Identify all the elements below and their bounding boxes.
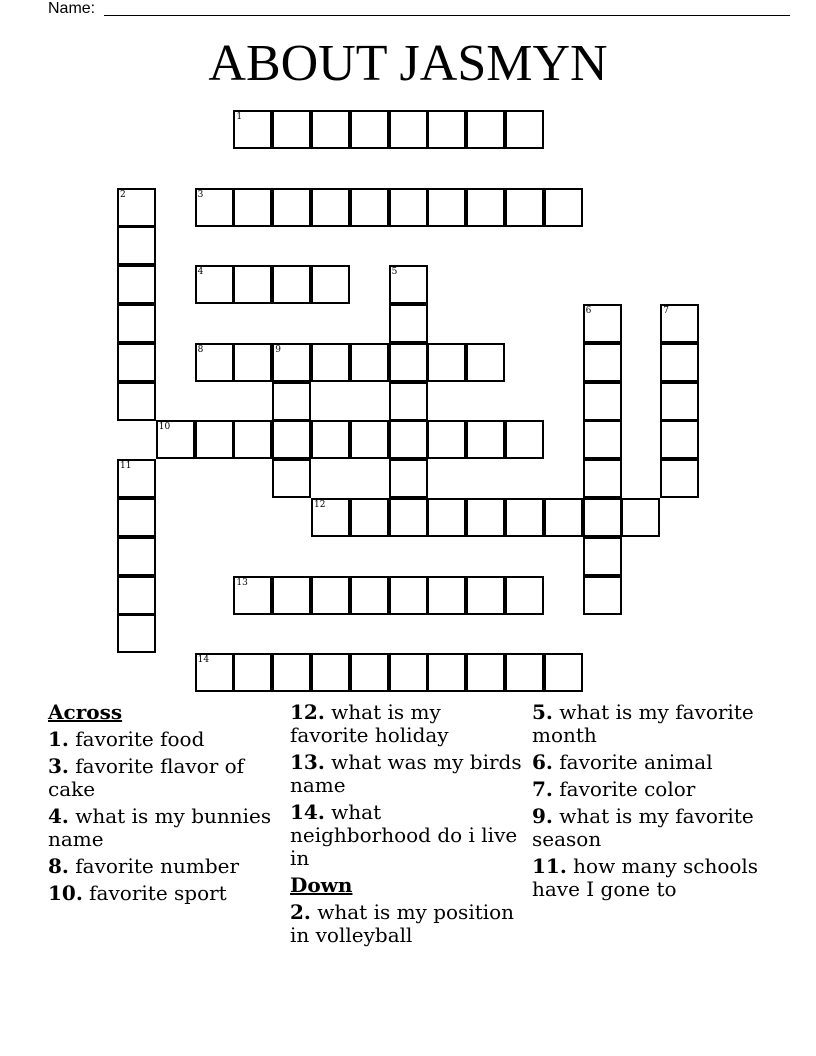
crossword-cell[interactable] <box>389 110 428 149</box>
crossword-cell[interactable] <box>117 576 156 615</box>
crossword-cell[interactable] <box>466 420 505 459</box>
across-clue-13: 13. what was my birds name <box>290 750 522 797</box>
crossword-cell[interactable] <box>583 382 622 421</box>
crossword-cell[interactable] <box>427 188 466 227</box>
clue-number: 11 <box>120 461 132 472</box>
crossword-cell[interactable] <box>389 653 428 692</box>
clue-number: 4 <box>197 267 204 278</box>
crossword-cell[interactable] <box>583 343 622 382</box>
crossword-cell[interactable] <box>311 110 350 149</box>
clue-number: 8 <box>197 344 204 355</box>
crossword-cell[interactable] <box>350 343 389 382</box>
crossword-cell[interactable] <box>389 382 428 421</box>
crossword-cell[interactable] <box>466 498 505 537</box>
crossword-cell[interactable] <box>311 498 350 537</box>
crossword-cell[interactable] <box>233 420 272 459</box>
crossword-cell[interactable] <box>621 498 660 537</box>
crossword-cell[interactable] <box>505 420 544 459</box>
clue-number: 2 <box>120 189 126 200</box>
crossword-cell[interactable] <box>195 188 234 227</box>
crossword-cell[interactable] <box>505 498 544 537</box>
crossword-cell[interactable] <box>233 576 272 615</box>
crossword-cell[interactable] <box>389 498 428 537</box>
crossword-cell[interactable] <box>427 420 466 459</box>
crossword-cell[interactable] <box>389 265 428 304</box>
crossword-cell[interactable] <box>660 459 699 498</box>
crossword-cell[interactable] <box>583 498 622 537</box>
across-clue-1: 1. favorite food <box>48 727 205 751</box>
crossword-cell[interactable] <box>660 343 699 382</box>
crossword-cell[interactable] <box>583 576 622 615</box>
across-clue-14: 14. what neighborhood do i live in <box>290 800 518 870</box>
crossword-cell[interactable] <box>505 576 544 615</box>
crossword-cell[interactable] <box>117 304 156 343</box>
page-title: ABOUT JASMYN <box>208 35 608 92</box>
crossword-cell[interactable] <box>117 382 156 421</box>
crossword-cell[interactable] <box>195 343 234 382</box>
across-clue-3: 3. favorite flavor of cake <box>48 754 245 801</box>
clue-number: 5 <box>391 267 398 278</box>
crossword-cell[interactable] <box>272 576 311 615</box>
clues-column-1 <box>48 701 278 909</box>
crossword-cell[interactable] <box>350 188 389 227</box>
down-clue-2: 2. what is my position in volleyball <box>290 900 515 947</box>
clue-number: 6 <box>585 306 592 316</box>
crossword-cell[interactable] <box>583 537 622 576</box>
crossword-cell[interactable] <box>466 343 505 382</box>
crossword-cell[interactable] <box>311 576 350 615</box>
name-underline <box>104 15 790 16</box>
crossword-cell[interactable] <box>583 304 622 343</box>
clue-number: 13 <box>236 577 248 588</box>
crossword-cell[interactable] <box>466 653 505 692</box>
clues-column-3 <box>532 701 764 905</box>
down-heading: Down <box>290 873 353 897</box>
clue-number: 10 <box>158 422 171 433</box>
crossword-cell[interactable] <box>660 382 699 421</box>
crossword-cell[interactable] <box>272 265 311 304</box>
across-clue-12: 12. what is my favorite holiday <box>290 700 449 747</box>
clue-number: 14 <box>197 655 210 666</box>
across-clue-4: 4. what is my bunnies name <box>48 804 272 851</box>
crossword-cell[interactable] <box>583 420 622 459</box>
crossword-cell[interactable] <box>117 459 156 498</box>
crossword-cell[interactable] <box>350 576 389 615</box>
crossword-cell[interactable] <box>233 653 272 692</box>
across-heading: Across <box>48 700 123 724</box>
crossword-cell[interactable] <box>311 265 350 304</box>
crossword-cell[interactable] <box>350 498 389 537</box>
crossword-cell[interactable] <box>233 343 272 382</box>
clue-number: 12 <box>314 500 326 510</box>
clue-number: 7 <box>663 306 669 316</box>
crossword-cell[interactable] <box>311 343 350 382</box>
crossword-cell[interactable] <box>311 420 350 459</box>
crossword-cell[interactable] <box>272 420 311 459</box>
crossword-cell[interactable] <box>272 459 311 498</box>
down-clue-7: 7. favorite color <box>532 777 696 801</box>
name-label: Name: <box>48 0 96 17</box>
crossword-cell[interactable] <box>389 576 428 615</box>
crossword-cell[interactable] <box>233 188 272 227</box>
crossword-cell[interactable] <box>389 304 428 343</box>
crossword-cell[interactable] <box>389 343 428 382</box>
crossword-cell[interactable] <box>544 653 583 692</box>
crossword-cell[interactable] <box>117 343 156 382</box>
crossword-cell[interactable] <box>156 420 195 459</box>
crossword-cell[interactable] <box>389 188 428 227</box>
across-clue-8: 8. favorite number <box>48 854 240 878</box>
down-clue-11: 11. how many schools have I gone to <box>532 854 759 901</box>
clues-column-2 <box>290 701 522 951</box>
crossword-cell[interactable] <box>466 188 505 227</box>
name-line <box>48 0 748 20</box>
crossword-cell[interactable] <box>505 110 544 149</box>
crossword-cell[interactable] <box>427 576 466 615</box>
crossword-cell[interactable] <box>544 498 583 537</box>
crossword-cell[interactable] <box>233 265 272 304</box>
crossword-cell[interactable] <box>350 653 389 692</box>
crossword-cell[interactable] <box>195 653 234 692</box>
crossword-cell[interactable] <box>350 420 389 459</box>
crossword-cell[interactable] <box>427 110 466 149</box>
crossword-cell[interactable] <box>350 110 389 149</box>
across-clue-10: 10. favorite sport <box>48 881 227 905</box>
crossword-cell[interactable] <box>195 265 234 304</box>
crossword-cell[interactable] <box>505 188 544 227</box>
crossword-cell[interactable] <box>505 653 544 692</box>
crossword-cell[interactable] <box>583 459 622 498</box>
down-clue-5: 5. what is my favorite month <box>532 700 754 747</box>
crossword-cell[interactable] <box>427 343 466 382</box>
clue-number: 9 <box>275 344 281 355</box>
crossword-cell[interactable] <box>389 459 428 498</box>
clue-number: 1 <box>236 112 243 122</box>
crossword-cell[interactable] <box>427 498 466 537</box>
crossword-cell[interactable] <box>272 188 311 227</box>
clue-number: 3 <box>197 189 204 200</box>
down-clue-9: 9. what is my favorite season <box>532 804 754 851</box>
crossword-cell[interactable] <box>466 576 505 615</box>
crossword-cell[interactable] <box>272 343 311 382</box>
crossword-cell[interactable] <box>660 420 699 459</box>
crossword-cell[interactable] <box>117 498 156 537</box>
crossword-cell[interactable] <box>117 537 156 576</box>
crossword-cell[interactable] <box>195 420 234 459</box>
crossword-cell[interactable] <box>389 420 428 459</box>
crossword-cell[interactable] <box>117 188 156 227</box>
crossword-cell[interactable] <box>660 304 699 343</box>
crossword-cell[interactable] <box>272 382 311 421</box>
crossword-cell[interactable] <box>466 110 505 149</box>
crossword-cell[interactable] <box>117 226 156 265</box>
down-clue-6: 6. favorite animal <box>532 750 713 774</box>
crossword-cell[interactable] <box>272 110 311 149</box>
crossword-cell[interactable] <box>311 188 350 227</box>
crossword-cell[interactable] <box>233 110 272 149</box>
crossword-cell[interactable] <box>117 265 156 304</box>
crossword-cell[interactable] <box>272 653 311 692</box>
crossword-cell[interactable] <box>117 614 156 653</box>
crossword-cell[interactable] <box>544 188 583 227</box>
crossword-cell[interactable] <box>311 653 350 692</box>
crossword-cell[interactable] <box>427 653 466 692</box>
